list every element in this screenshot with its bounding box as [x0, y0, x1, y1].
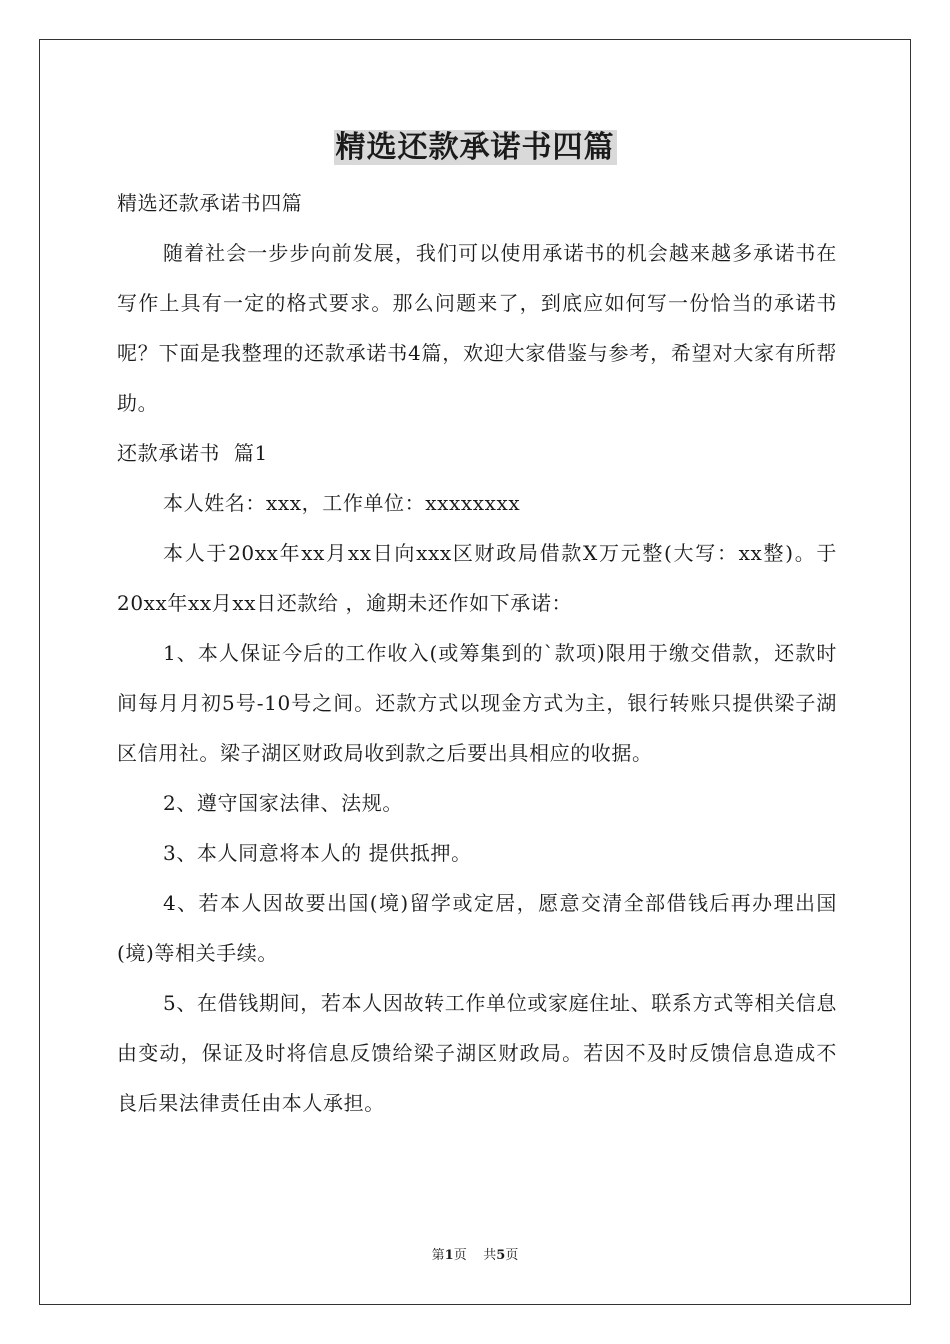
page-number: 1 — [444, 1248, 454, 1263]
document-title — [0, 128, 950, 168]
total-pages: 5 — [496, 1248, 506, 1263]
total-suffix: 页 — [505, 1248, 519, 1263]
document-title-text: 精选还款承诺书四篇 — [335, 130, 615, 165]
page-footer — [0, 1247, 950, 1265]
paragraph-item-1: 1、本人保证今后的工作收入(或筹集到的`款项)限用于缴交借款，还款时间每月月初5号-10号之间。还款方式以现金方式为主，银行转账只提供梁子湖区信用社。梁子湖区财政局收到款之后要出具相应的收据。 — [117, 641, 837, 765]
section-heading: 还款承诺书 篇1 — [117, 441, 268, 465]
intro-paragraph: 随着社会一步步向前发展，我们可以使用承诺书的机会越来越多承诺书在写作上具有一定的格式要求。那么问题来了，到底应如何写一份恰当的承诺书呢？下面是我整理的还款承诺书4篇，欢迎大家借鉴与参考，希望对大家有所帮助。 — [117, 241, 837, 415]
paragraph-name-unit: 本人姓名：xxx，工作单位：xxxxxxxx — [163, 491, 521, 515]
paragraph-loan-statement: 本人于20xx年xx月xx日向xxx区财政局借款X万元整(大写：xx整)。于20xx年xx月xx日还款给 ，逾期未还作如下承诺： — [117, 541, 837, 615]
document-body — [117, 178, 837, 1128]
paragraph-item-5: 5、在借钱期间，若本人因故转工作单位或家庭住址、联系方式等相关信息由变动，保证及时将信息反馈给梁子湖区财政局。若因不及时反馈信息造成不良后果法律责任由本人承担。 — [117, 991, 837, 1115]
paragraph-item-2: 2、遵守国家法律、法规。 — [163, 791, 403, 815]
paragraph-item-3: 3、本人同意将本人的 提供抵押。 — [163, 841, 472, 865]
page-suffix: 页 — [453, 1248, 467, 1263]
page-prefix: 第 — [431, 1248, 445, 1263]
paragraph-item-4: 4、若本人因故要出国(境)留学或定居，愿意交清全部借钱后再办理出国(境)等相关手续。 — [117, 891, 837, 965]
total-prefix: 共 — [483, 1248, 497, 1263]
document-subtitle: 精选还款承诺书四篇 — [117, 191, 303, 215]
